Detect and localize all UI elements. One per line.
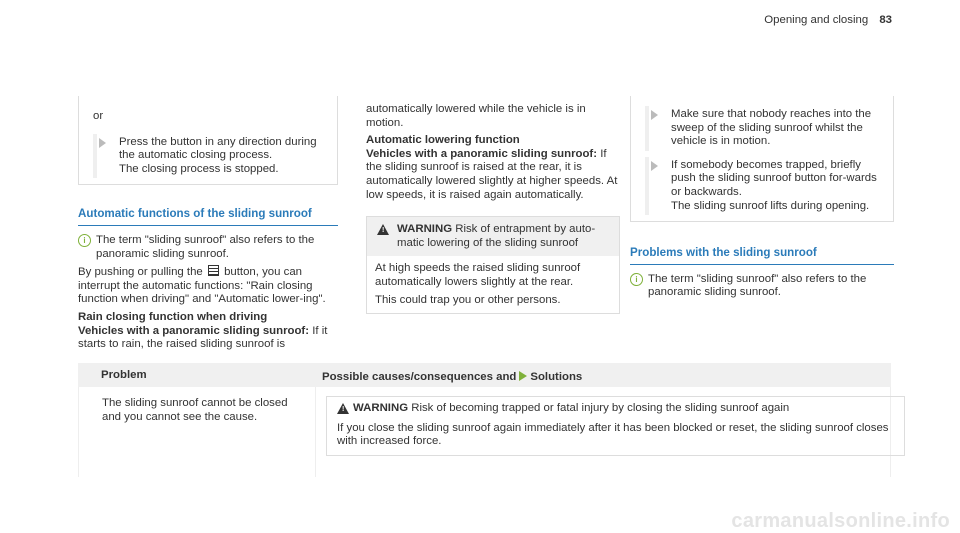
step-item-2 [645,159,883,213]
table-warning-body: If you close the sliding sunroof again immediately after it has been blocked or reset, the sliding sunroof closes with increased force. [337,421,889,448]
vehicle-label-2: Vehicles with a panoramic sliding sunroof: [366,147,598,160]
step-item [93,136,327,177]
sunroof-button-icon [208,265,219,276]
warning-body [367,256,619,313]
info-icon: i [630,273,643,286]
watermark: carmanualsonline.info [731,510,950,533]
auto-lowering-text [366,148,620,202]
info-icon: i [78,234,91,247]
section-heading-problems: Problems with the sliding sunroof [630,246,894,265]
step-arrow-icon [651,161,658,171]
page-header [592,14,892,28]
table-row [78,387,891,477]
auto-lowering-heading: Automatic lowering function [366,134,520,147]
para-rest: interrupt the automatic functions: "Rain closing function when driving" and "Automatic lower-ing". [78,279,326,306]
note-line-1: The term "sliding sunroof" also refers to the [96,233,315,246]
note-2 [630,273,894,300]
warning-icon: ! [337,403,349,414]
step-arrow-icon [99,138,106,148]
warning-paragraph-1: At high speeds the raised sliding sunroof automatically lowers slightly at the rear. [375,262,581,288]
step-box-2 [630,96,894,222]
warning-paragraph-2: This could trap you or other persons. [375,293,561,306]
problems-table [78,363,891,477]
table-warning-header [337,402,894,416]
table-warning-box [326,396,905,456]
rain-closing-heading: Rain closing function when driving [78,310,268,323]
warning-icon: ! [377,224,389,235]
step-text-b: The sliding sunroof lifts during opening. [671,199,870,212]
step-text-2: the automatic closing process. [119,149,273,162]
step-arrow-icon [651,110,658,120]
header-causes [322,371,582,385]
column-2 [366,103,620,314]
header-solutions-text: Solutions [530,371,583,383]
step-text-1: Press the button in any direction during [119,135,317,148]
continued-text: automatically lowered while the vehicle is in motion. [366,103,586,129]
step-text-a: If somebody becomes trapped, briefly push the sliding sunroof button for-wards or backwards. [671,158,877,198]
warning-box [366,216,620,314]
step-text: Make sure that nobody reaches into the sweep of the sliding sunroof whilst the vehicle is in motion. [671,108,872,148]
para-mid: button, you can [224,266,302,279]
rain-closing-text [78,325,338,352]
header-problem: Problem [101,369,147,381]
solution-arrow-icon [519,371,527,381]
vehicle-label: Vehicles with a panoramic sliding sunroof: [78,324,310,337]
vehicle-text: If it starts to rain, the raised sliding sunroof is [78,324,328,351]
step-text-3: The closing process is stopped. [119,162,279,175]
note-text: The term "sliding sunroof" also refers to the panoramic sliding sunroof. [648,272,867,299]
note-line-2: panoramic sliding sunroof. [96,247,229,260]
step-item-1 [645,108,883,149]
column-divider [315,387,316,477]
warning-title: Risk of entrapment by auto-matic lowering of the sliding sunroof [397,223,596,249]
step-stripe [645,157,649,215]
section-heading-automatic-functions: Automatic functions of the sliding sunroof [78,207,338,226]
section-title: Opening and closing [764,14,869,26]
step-stripe [645,106,649,151]
header-causes-text: Possible causes/consequences and [322,371,517,383]
warning-title: Risk of becoming trapped or fatal injury by closing the sliding sunroof again [408,402,790,414]
para-start: By pushing or pulling the [78,266,203,279]
note [78,234,338,261]
column-3 [630,96,894,300]
page-number: 83 [879,14,892,26]
warning-label: WARNING [353,402,409,414]
step-stripe [93,134,97,179]
warning-header [367,217,619,256]
table-header [78,363,891,387]
step-box [78,96,338,185]
problem-cell: The sliding sunroof cannot be closed and you cannot see the cause. [102,397,288,423]
warning-label: WARNING [397,223,453,236]
paragraph-interrupt [78,265,338,307]
or-text: or [93,110,104,122]
vehicle-text-2: If the sliding sunroof is raised at the rear, it is automatically lowered slightly at higher speeds. At low speeds, it is raised again automatically. [366,147,618,201]
column-1 [78,96,338,352]
